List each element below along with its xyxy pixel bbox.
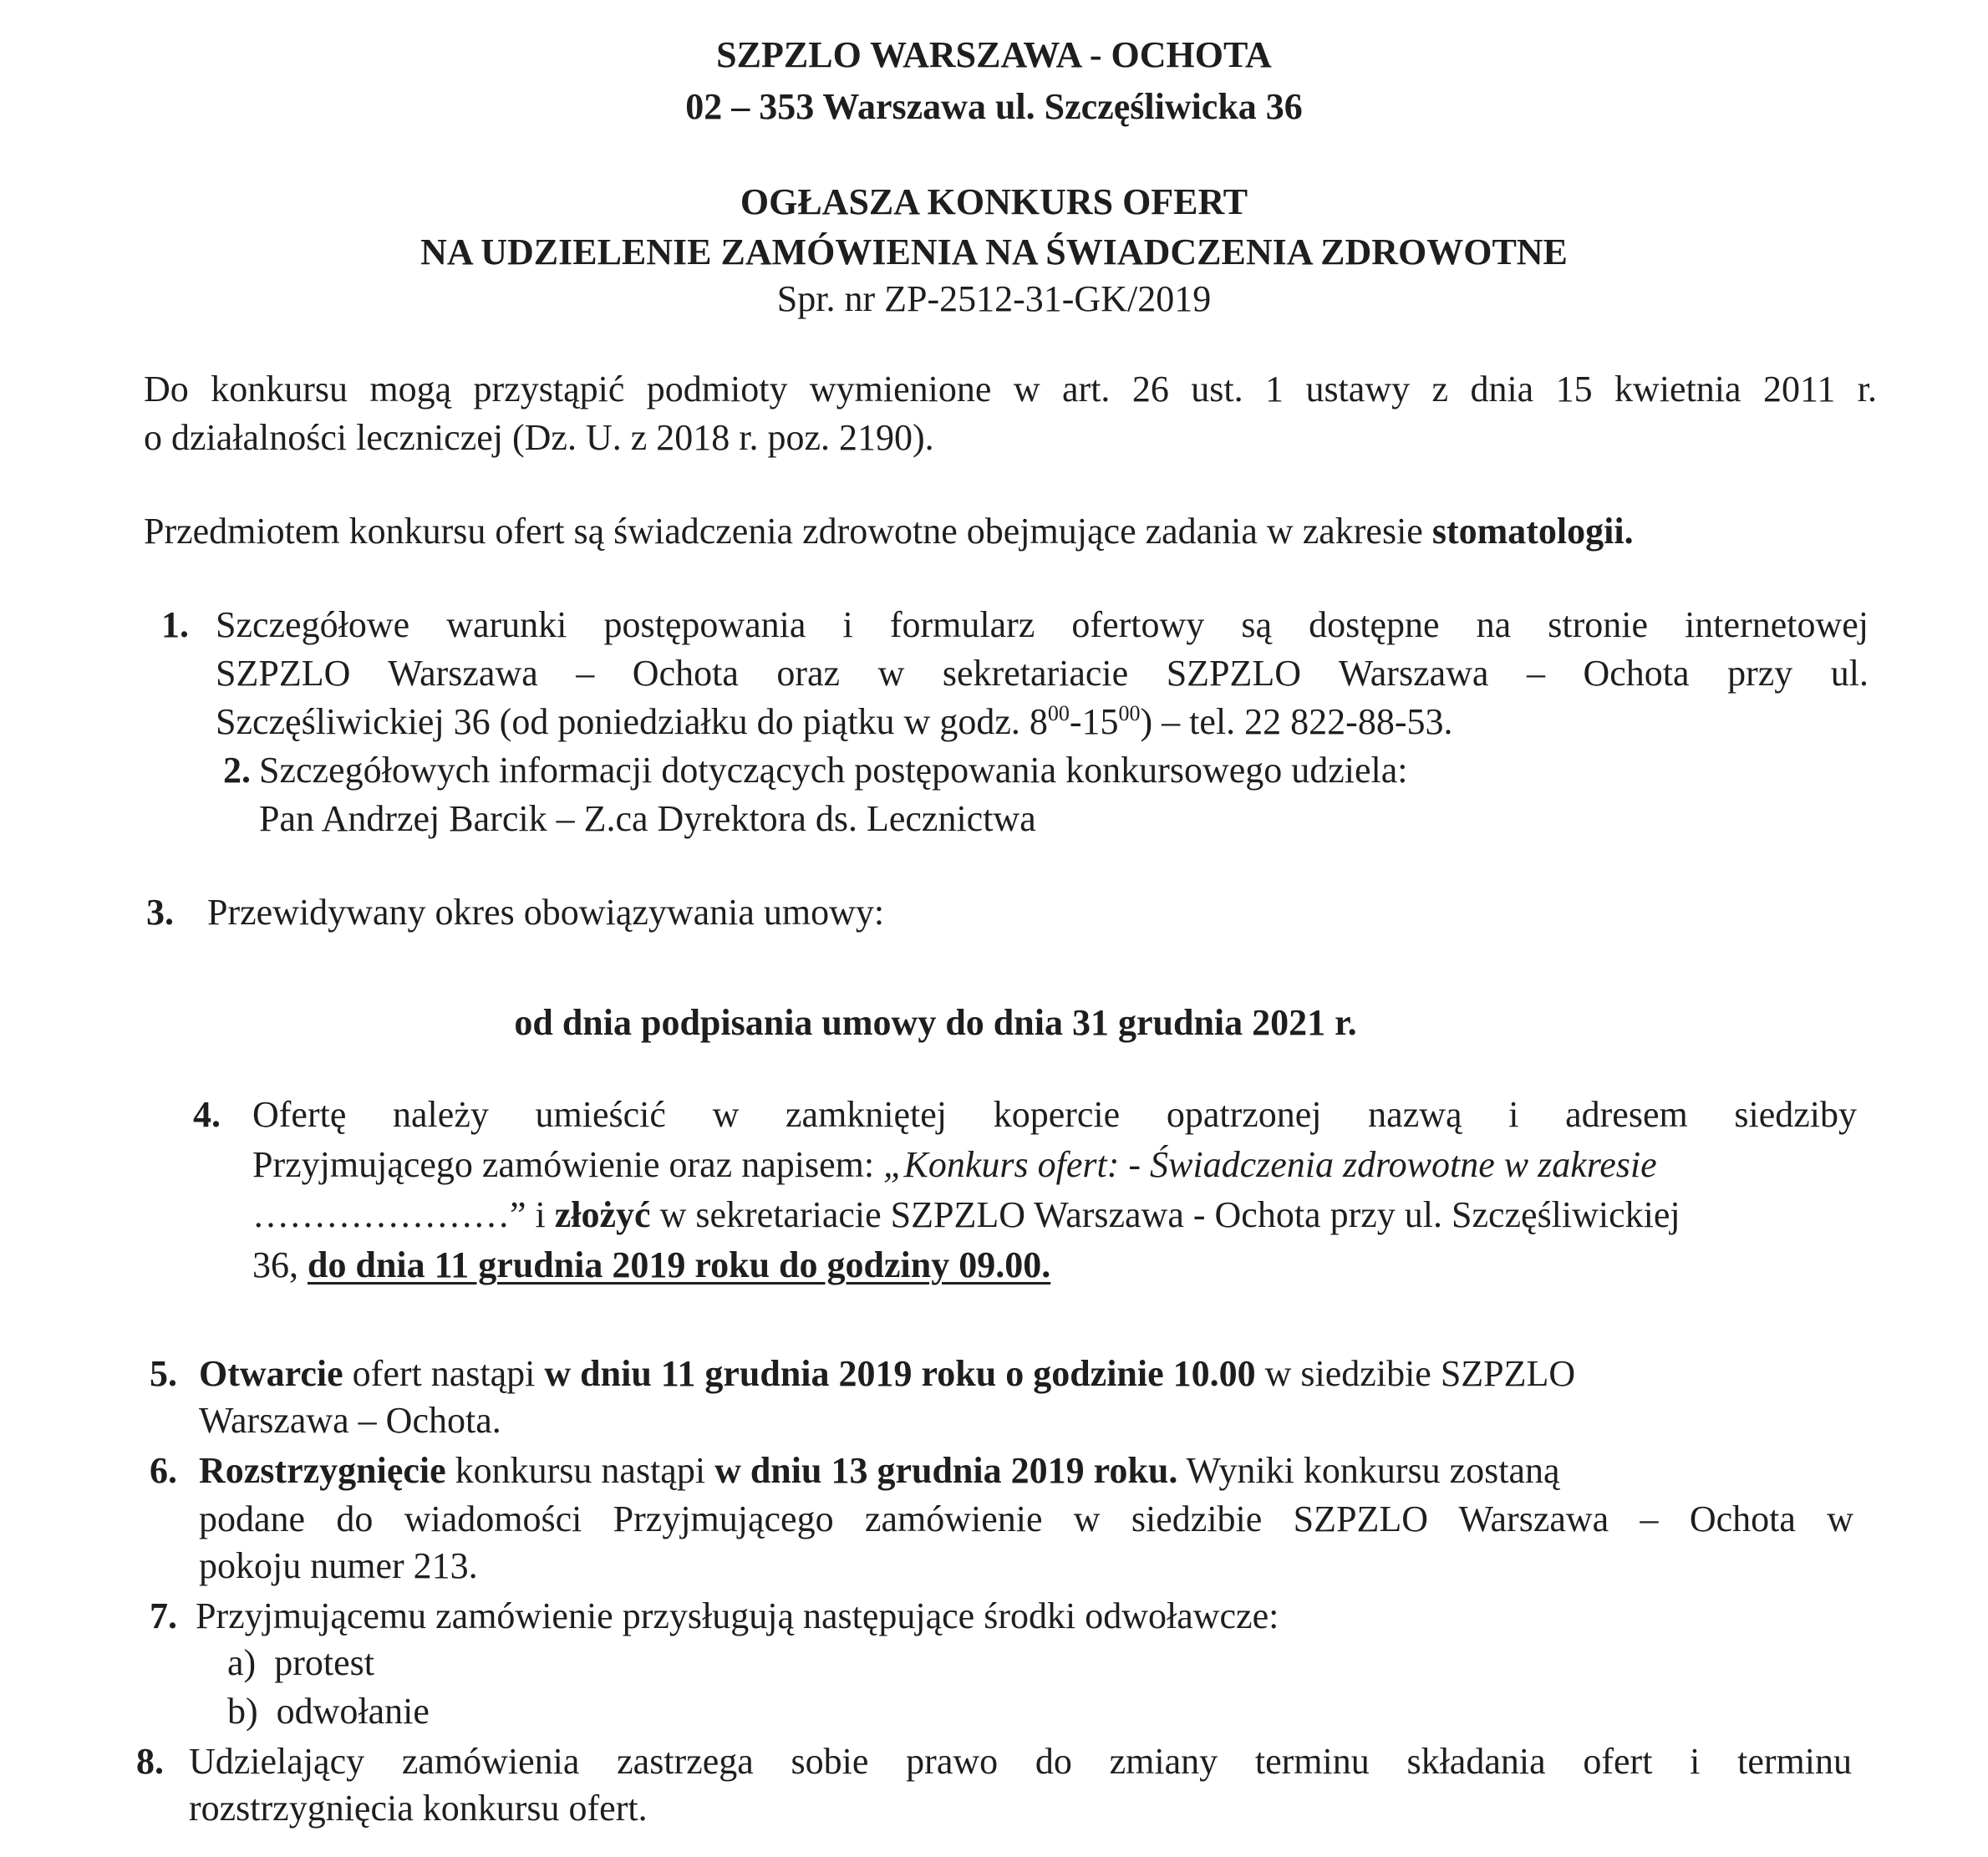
submission-deadline: do dnia 11 grudnia 2019 roku do godziny 09.00. <box>308 1244 1051 1285</box>
item7-line1: Przyjmującemu zamówienie przysługują następujące środki odwoławcze: <box>196 1595 1279 1636</box>
item1-phone: ) – tel. 22 822-88-53. <box>1140 701 1453 742</box>
item-number-2: 2. <box>223 750 251 791</box>
item-number-5: 5. <box>150 1353 177 1394</box>
item4-placeholder-dots: …………………” <box>252 1194 526 1235</box>
item5-line2: Warszawa – Ochota. <box>199 1400 501 1441</box>
item6-text2: Wyniki konkursu zostaną <box>1177 1450 1560 1491</box>
item5-opening-word: Otwarcie <box>199 1353 343 1394</box>
item5-line1 <box>199 1351 1575 1397</box>
item-number-4: 4. <box>193 1094 221 1135</box>
item4-envelope-text: Przyjmującego zamówienie oraz napisem: <box>252 1144 884 1185</box>
item-number-1: 1. <box>161 604 189 645</box>
item2-contact: Pan Andrzej Barcik – Z.ca Dyrektora ds. Lecznictwa <box>259 798 1036 839</box>
remedy-a-text: protest <box>274 1642 374 1683</box>
item1-line1: Szczegółowe warunki postępowania i formularz ofertowy są dostępne na stronie internetowej <box>216 604 1869 645</box>
org-name: SZPZLO WARSZAWA - OCHOTA <box>716 34 1272 75</box>
item6-line1 <box>199 1447 1560 1494</box>
remedy-appeal <box>227 1688 430 1735</box>
item5-text1: ofert nastąpi <box>343 1353 545 1394</box>
item1-hours-text2: -15 <box>1069 701 1119 742</box>
intro-line2: o działalności leczniczej (Dz. U. z 2018 r. poz. 2190). <box>144 417 934 458</box>
notice-title-line1: OGŁASZA KONKURS OFERT <box>740 181 1248 222</box>
item4-and: i <box>526 1194 555 1235</box>
contract-period: od dnia podpisania umowy do dnia 31 grudnia 2021 r. <box>514 1002 1357 1043</box>
remedy-b-text: odwołanie <box>276 1691 430 1732</box>
item8-line1: Udzielający zamówienia zastrzega sobie prawo do zmiany terminu składania ofert i terminu <box>189 1741 1852 1782</box>
case-number: Spr. nr ZP-2512-31-GK/2019 <box>776 278 1212 319</box>
subject-paragraph <box>144 508 1634 555</box>
remedy-protest <box>227 1640 374 1687</box>
item4-location: w sekretariacie SZPZLO Warszawa - Ochota przy ul. Szczęśliwickiej <box>650 1194 1680 1235</box>
item-number-7: 7. <box>150 1595 177 1636</box>
item4-submit-word: złożyć <box>554 1194 651 1235</box>
item4-line3 <box>252 1192 1680 1239</box>
item1-line2: SZPZLO Warszawa – Ochota oraz w sekretariacie SZPZLO Warszawa – Ochota przy ul. <box>216 653 1869 694</box>
item4-line1: Ofertę należy umieścić w zamkniętej kopercie opatrzonej nazwą i adresem siedziby <box>252 1094 1857 1135</box>
item1-hours-sup2: 00 <box>1118 701 1141 725</box>
item6-text1: konkursu nastąpi <box>445 1450 715 1491</box>
item-number-6: 6. <box>150 1450 177 1491</box>
remedy-a-label: a) <box>227 1642 257 1683</box>
item4-envelope-label: „Konkurs ofert: - Świadczenia zdrowotne w zakresie <box>883 1144 1657 1185</box>
item1-hours-sup1: 00 <box>1047 701 1070 725</box>
item4-line4 <box>252 1242 1050 1289</box>
opening-date: w dniu 11 grudnia 2019 roku o godzinie 10.00 <box>544 1353 1256 1394</box>
item8-line2: rozstrzygnięcia konkursu ofert. <box>189 1788 648 1829</box>
item3-line1: Przewidywany okres obowiązywania umowy: <box>207 892 885 933</box>
item6-line3: pokoju numer 213. <box>199 1545 478 1586</box>
resolution-date: w dniu 13 grudnia 2019 roku. <box>714 1450 1178 1491</box>
intro-line1: Do konkursu mogą przystąpić podmioty wymienione w art. 26 ust. 1 ustawy z dnia 15 kwietnia 2011 r. <box>144 369 1877 410</box>
item5-text2: w siedzibie SZPZLO <box>1255 1353 1576 1394</box>
subject-text: Przedmiotem konkursu ofert są świadczenia zdrowotne obejmujące zadania w zakresie <box>144 511 1432 552</box>
item4-street-number: 36, <box>252 1244 308 1285</box>
item1-hours-text: Szczęśliwickiej 36 (od poniedziałku do piątku w godz. 8 <box>216 701 1048 742</box>
notice-title-line2: NA UDZIELENIE ZAMÓWIENIA NA ŚWIADCZENIA ZDROWOTNE <box>420 231 1568 272</box>
item4-line2 <box>252 1142 1657 1188</box>
item1-line3 <box>216 699 1452 745</box>
org-address: 02 – 353 Warszawa ul. Szczęśliwicka 36 <box>685 86 1303 127</box>
item2-line1: Szczegółowych informacji dotyczących postępowania konkursowego udziela: <box>259 750 1408 791</box>
item-number-3: 3. <box>146 892 174 933</box>
item-number-8: 8. <box>136 1741 164 1782</box>
remedy-b-label: b) <box>227 1691 258 1732</box>
subject-specialty: stomatologii. <box>1431 511 1634 552</box>
item6-line2: podane do wiadomości Przyjmującego zamówienie w siedzibie SZPZLO Warszawa – Ochota w <box>199 1498 1853 1539</box>
item6-resolution-word: Rozstrzygnięcie <box>199 1450 446 1491</box>
